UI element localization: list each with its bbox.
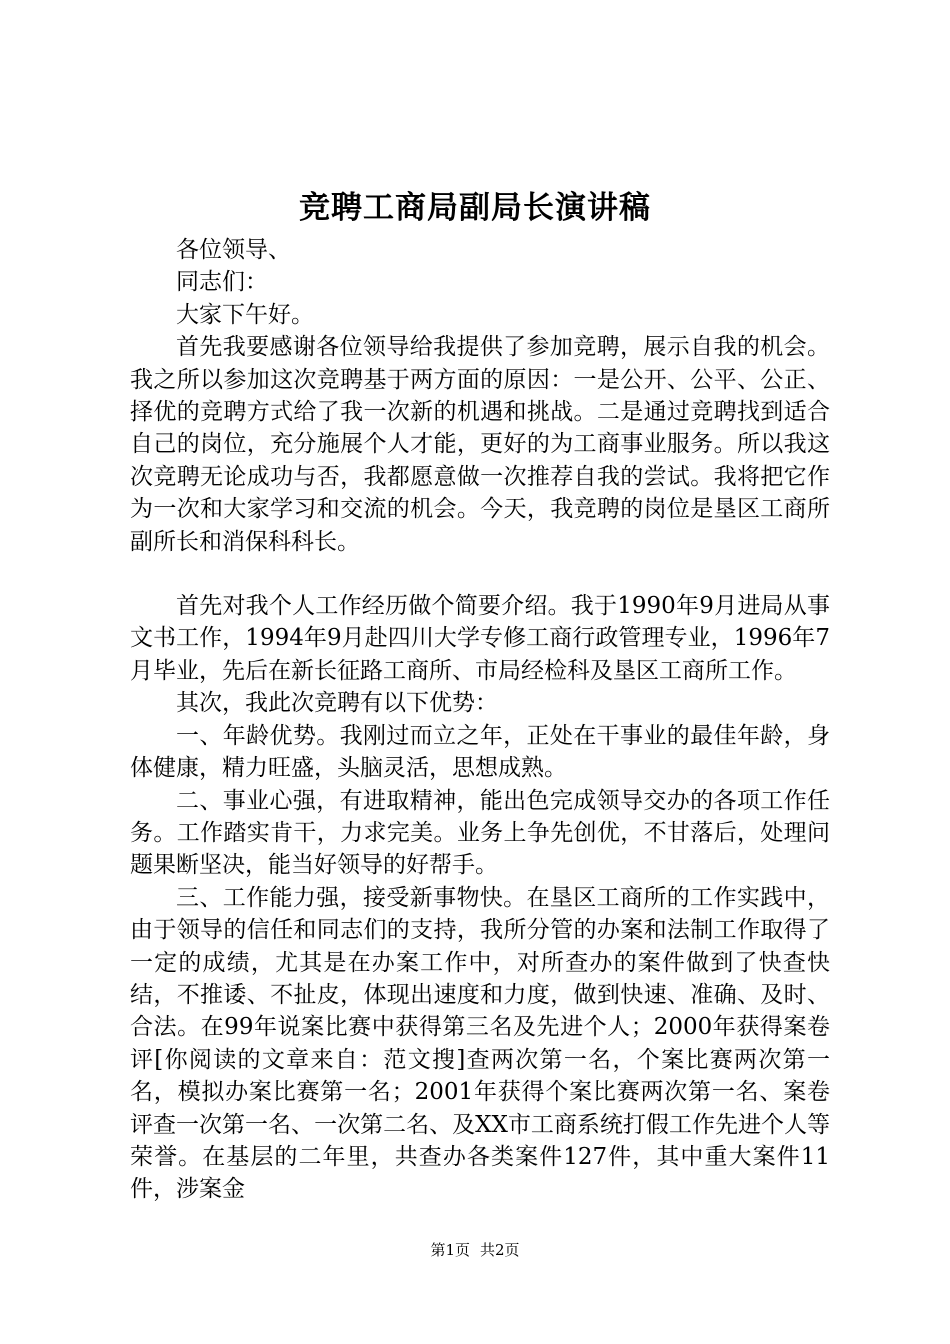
document-body	[130, 234, 830, 1206]
paragraph-advantage-1: 一、年龄优势。我刚过而立之年，正处在干事业的最佳年龄，身体健康，精力旺盛，头脑灵活，思想成熟。	[130, 722, 830, 782]
page-footer	[0, 1240, 950, 1260]
paragraph-work-history: 首先对我个人工作经历做个简要介绍。我于1990年9月进局从事文书工作，1994年9月赴四川大学专修工商行政管理专业，1996年7月毕业，先后在新长征路工商所、市局经检科及垦区工商所工作。	[130, 593, 830, 684]
greeting: 大家下午好。	[176, 301, 314, 328]
salutation-line-2: 同志们：	[176, 269, 268, 296]
paragraph-advantage-3: 三、工作能力强，接受新事物快。在垦区工商所的工作实践中，由于领导的信任和同志们的支持，我所分管的办案和法制工作取得了一定的成绩，尤其是在办案工作中，对所查办的案件做到了快查快结，不推诿、不扯皮，体现出速度和力度，做到快速、准确、及时、合法。在99年说案比赛中获得第三名及先进个人；2000年获得案卷评[你阅读的文章来自：范文搜]查两次第一名，个案比赛两次第一名，模拟办案比赛第一名；2001年获得个案比赛两次第一名、案卷评查一次第一名、一次第二名、及XX市工商系统打假工作先进个人等荣誉。在基层的二年里，共查办各类案件127件，其中重大案件11件，涉案金	[130, 884, 830, 1203]
salutation-line-1: 各位领导、	[176, 237, 291, 263]
page-number: 第1页	[430, 1241, 470, 1259]
paragraph-intro: 首先我要感谢各位领导给我提供了参加竞聘，展示自我的机会。我之所以参加这次竞聘基于两方面的原因：一是公开、公平、公正、择优的竞聘方式给了我一次新的机遇和挑战。二是通过竞聘找到适合自己的岗位，充分施展个人才能，更好的为工商事业服务。所以我这次竞聘无论成功与否，我都愿意做一次推荐自我的尝试。我将把它作为一次和大家学习和交流的机会。今天，我竞聘的岗位是垦区工商所副所长和消保科科长。	[130, 334, 830, 555]
document-title: 竞聘工商局副局长演讲稿	[299, 190, 651, 226]
paragraph-advantage-2: 二、事业心强，有进取精神，能出色完成领导交办的各项工作任务。工作踏实肯干，力求完美。业务上争先创优，不甘落后，处理问题果断坚决，能当好领导的好帮手。	[130, 787, 830, 879]
paragraph-advantages-heading: 其次，我此次竞聘有以下优势：	[176, 690, 498, 717]
page-total: 共2页	[480, 1241, 520, 1259]
